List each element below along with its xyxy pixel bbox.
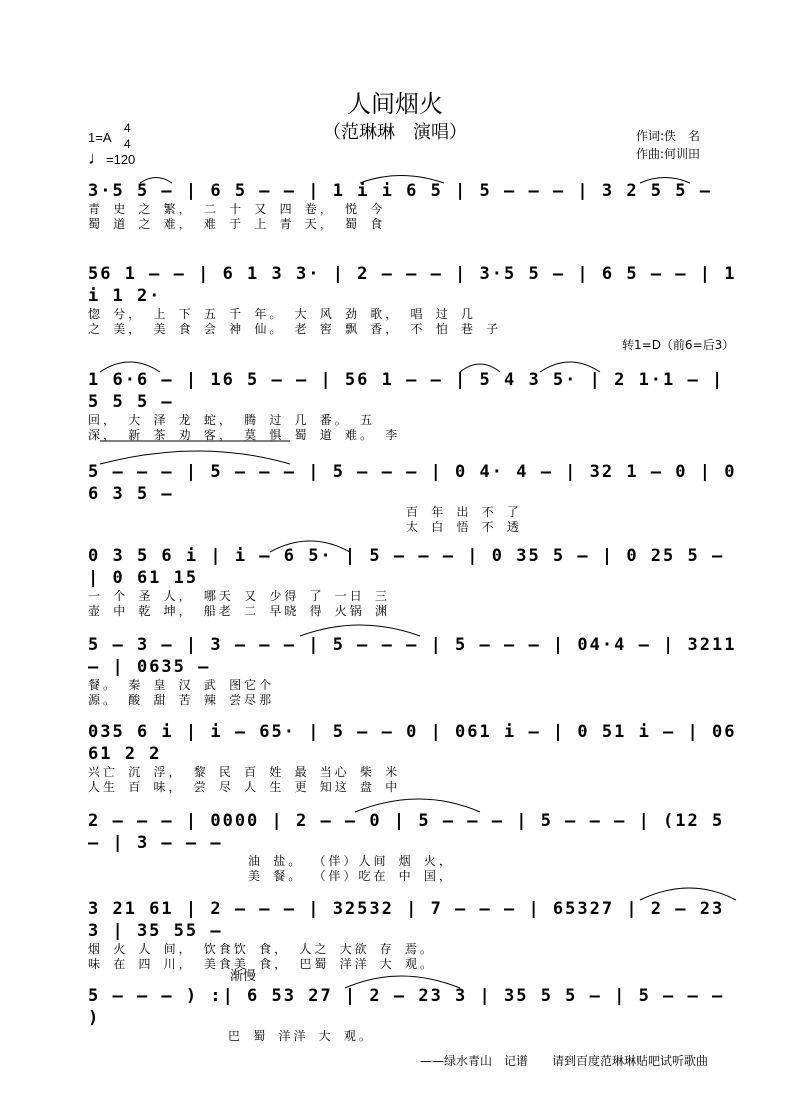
- slur-mark: [100, 362, 160, 372]
- lyric-line: 人生 百 味， 尝 尽 人 生 更 知这 盘 中: [88, 780, 401, 794]
- slur-mark: [140, 178, 172, 184]
- slur-mark: [640, 888, 736, 900]
- transcriber-footer: ——绿水青山 记谱 请到百度范琳琳贴吧试听歌曲: [420, 1054, 709, 1068]
- lyric-line: 青 史 之 繁， 二 十 又 四 卷， 悦 今: [88, 202, 386, 216]
- lyric-line: 一 个 圣 人， 哪天 又 少得 了 一日 三: [88, 589, 391, 603]
- lyric-line: 美 餐。 （伴）吃在 中 国，: [248, 869, 454, 883]
- slur-mark: [540, 362, 600, 372]
- lyric-line: 壶 中 乾 坤， 船老 二 早晓 得 火锅 渊: [88, 604, 391, 618]
- notation-line: 1 6·6 – | 16 5 – – | 56 1 – – | 5 4 3 5· | 2 1·1 – | 5 5 5 –: [88, 370, 725, 412]
- lyric-line: 百 年 出 不 了: [406, 505, 522, 519]
- slur-mark: [270, 541, 350, 552]
- lyric-line: 惚 兮， 上 下 五 千 年。 大 风 劲 歌， 唱 过 几: [88, 307, 476, 321]
- tempo-value: =120: [106, 152, 136, 167]
- quarter-note-icon: ♩: [88, 148, 106, 168]
- key-change-note: 转1=D（前6=后3）: [622, 338, 735, 352]
- slur-mark: [100, 451, 290, 464]
- lyric-line: 味 在 四 川， 美食美 食， 巴蜀 洋洋 大 观。: [88, 957, 436, 971]
- slur-mark: [640, 178, 690, 184]
- performer-subtitle: （范琳琳 演唱）: [323, 122, 467, 143]
- lyric-line: 太 白 悟 不 透: [406, 520, 522, 534]
- slur-mark: [300, 625, 420, 636]
- notation-line: 3 21 61 | 2 – – – | 32532 | 7 – – – | 65327 | 2 – 23 3 | 35 55 –: [88, 899, 725, 941]
- key-signature: 1=A: [88, 130, 112, 145]
- lyric-line: 之 美， 美 食 会 神 仙。 老 窖 飘 香， 不 怕 巷 子: [88, 322, 502, 336]
- notation-line: 2 – – – | 0000 | 2 – – 0 | 5 – – – | 5 – – – | (12 5 – | 3 – – –: [88, 811, 725, 853]
- notation-line: 3·5 5 – | 6 5 – – | 1 i i 6 5 | 5 – – – | 3 2 5 5 –: [88, 181, 712, 201]
- lyric-line: 巴 蜀 洋洋 大 观。: [228, 1029, 374, 1043]
- slur-mark: [355, 799, 480, 812]
- notation-line: 5 – 3 – | 3 – – – | 5 – – – | 5 – – – | 04·4 – | 3211 – | 0635 –: [88, 635, 737, 677]
- notation-line: 035 6 i | i – 65· | 5 – – 0 | 061 i – | 0 51 i – | 06 61 2 2: [88, 722, 737, 764]
- notation-line: 5 – – – | 5 – – – | 5 – – – | 0 4· 4 – | 32 1 – 0 | 0 6 3 5 –: [88, 462, 737, 504]
- notation-line: 0 3 5 6 i | i – 6 5· | 5 – – – | 0 35 5 – | 0 25 5 – | 0 61 15: [88, 546, 725, 588]
- slur-mark: [345, 976, 460, 988]
- lyric-line: 源。 酸 甜 苦 辣 尝尽那: [88, 693, 275, 707]
- ritardando-marking: 渐慢: [230, 969, 257, 984]
- slur-mark: [460, 364, 500, 372]
- lyric-line: 回， 大 泽 龙 蛇， 腾 过 几 番。 五: [88, 413, 376, 427]
- composer-credit: 作曲:何训田: [636, 147, 701, 161]
- lyric-line: 兴亡 沉 浮， 黎 民 百 姓 最 当心 柴 米: [88, 765, 401, 779]
- time-signature-top: 4: [124, 121, 131, 135]
- lyricist-credit: 作词:佚 名: [636, 129, 701, 143]
- song-title: 人间烟火: [347, 90, 443, 118]
- notation-line: 5 – – – ) :| 6 53 27 | 2 – 23 3 | 35 5 5 – | 5 – – – ): [88, 986, 725, 1028]
- slur-mark: [360, 176, 444, 184]
- notation-line: 56 1 – – | 6 1 3 3· | 2 – – – | 3·5 5 – | 6 5 – – | 1 i 1 2·: [88, 264, 737, 306]
- lyric-line: 餐。 秦 皇 汉 武 图它个: [88, 678, 275, 692]
- lyric-line: 深， 新 茶 劝 客， 莫 惧 蜀 道 难。 李: [88, 428, 401, 442]
- lyric-line: 蜀 道 之 难， 难 于 上 青 天， 蜀 食: [88, 217, 386, 231]
- lyric-line: 烟 火 人 间， 饮食饮 食， 人之 大欲 存 焉。: [88, 942, 436, 956]
- time-signature-bottom: 4: [124, 137, 131, 151]
- lyric-line: 油 盐。 （伴）人间 烟 火，: [248, 854, 454, 868]
